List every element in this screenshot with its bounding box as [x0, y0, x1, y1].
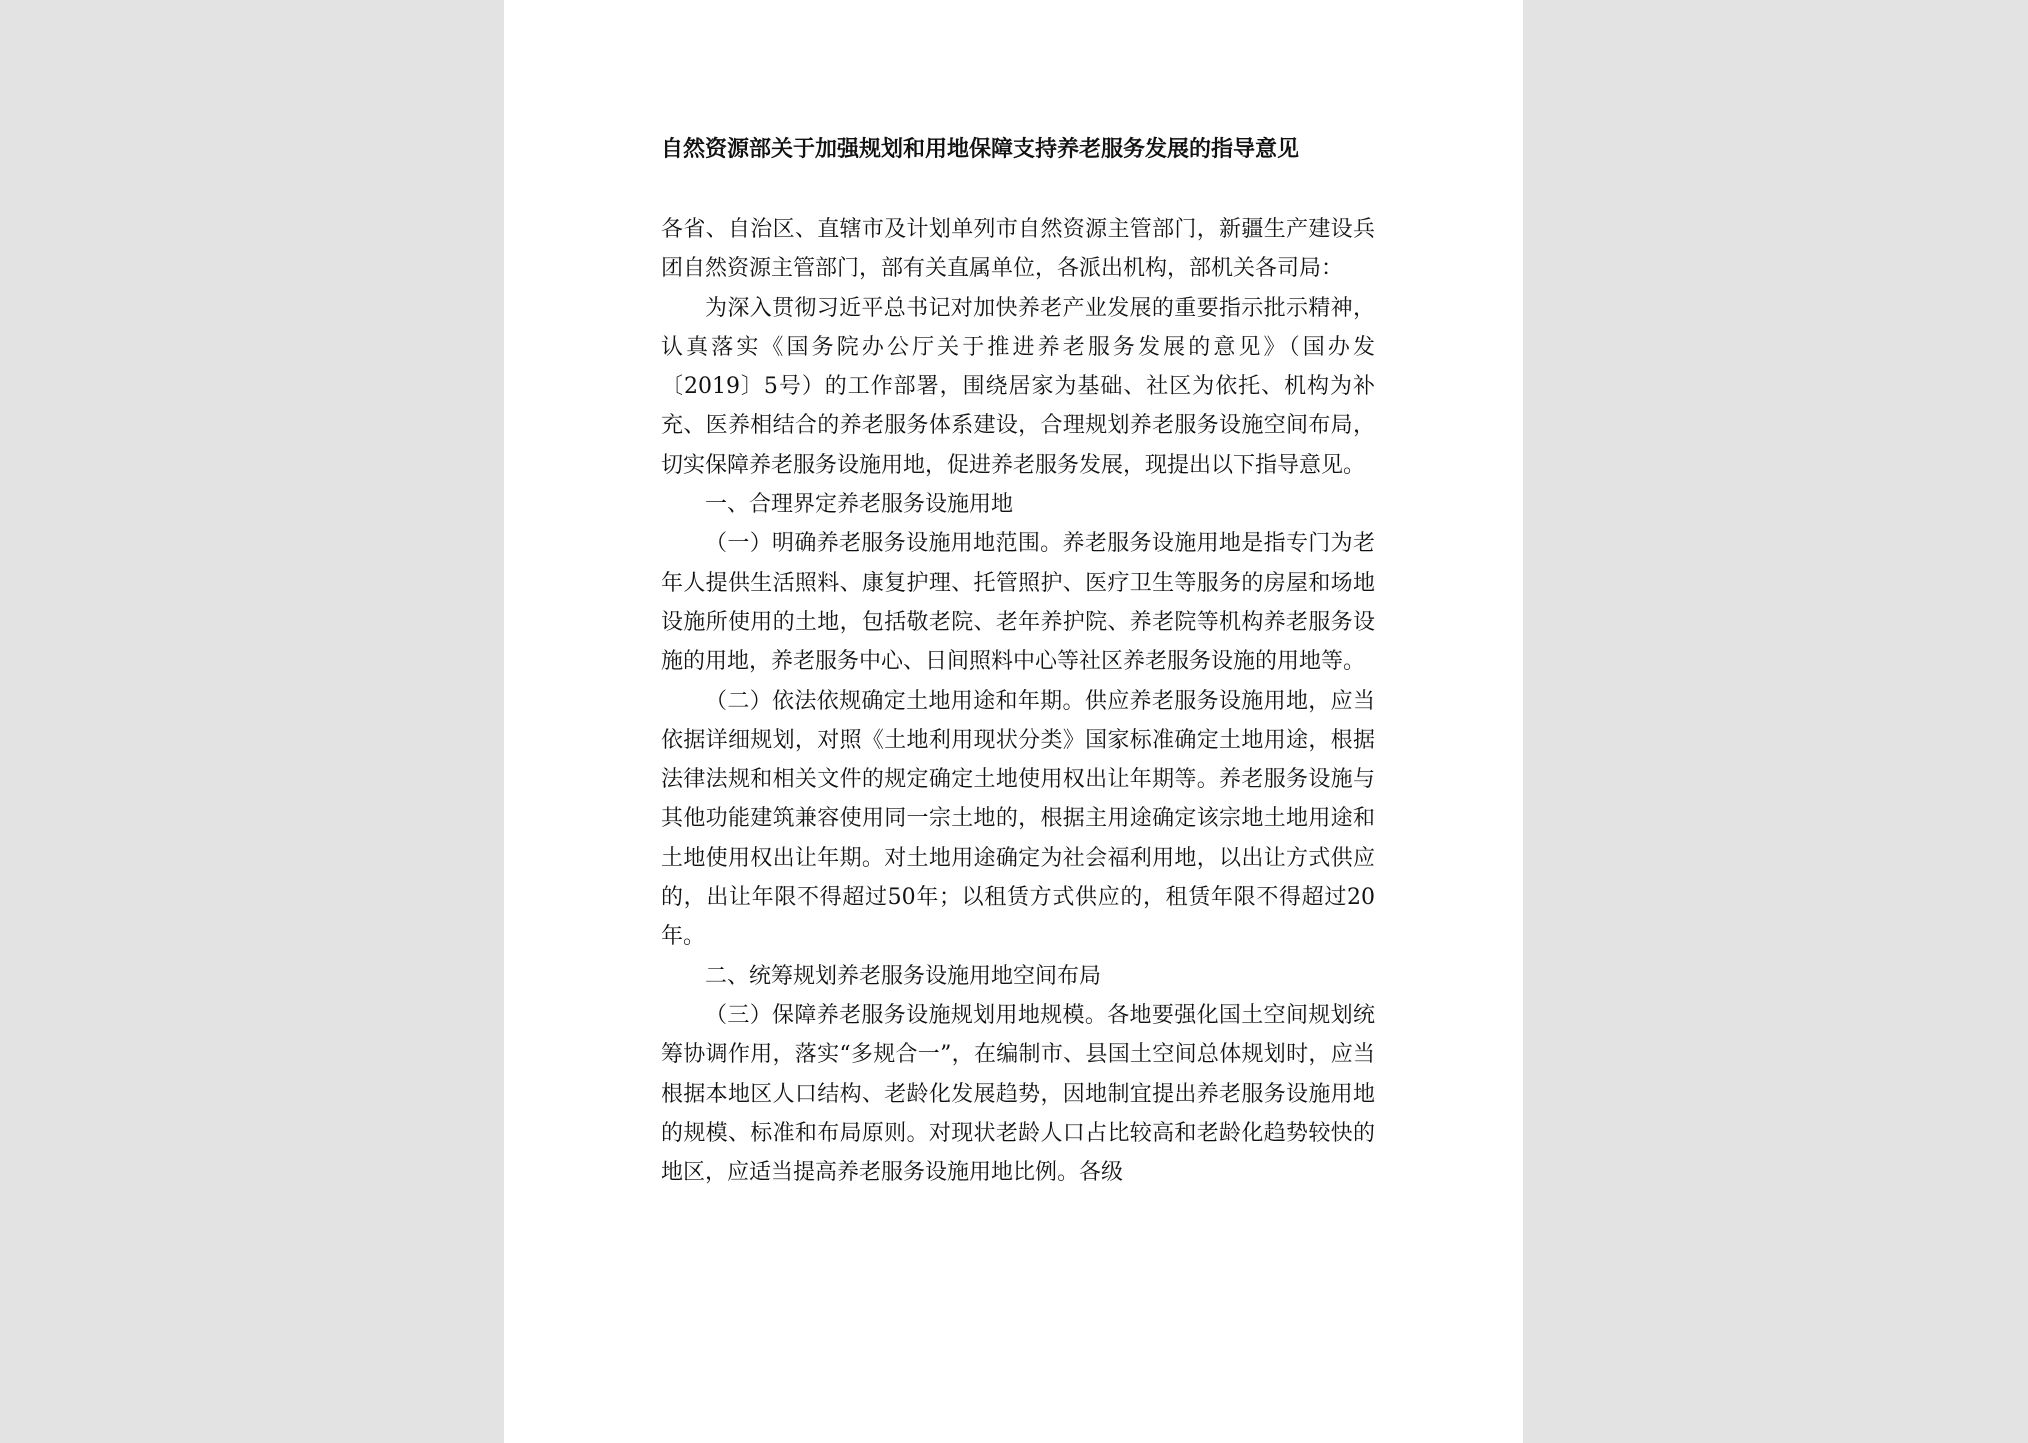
- document-title: 自然资源部关于加强规划和用地保障支持养老服务发展的指导意见: [661, 136, 1300, 162]
- body-paragraph: （一）明确养老服务设施用地范围。养老服务设施用地是指专门为老年人提供生活照料、康复护理、托管照护、医疗卫生等服务的房屋和场地设施所使用的土地，包括敬老院、老年养护院、养老院等机构养老服务设施的用地，养老服务中心、日间照料中心等社区养老服务设施的用地等。: [661, 531, 1375, 675]
- document-body: [661, 132, 1375, 1192]
- addressee-paragraph: 各省、自治区、直辖市及计划单列市自然资源主管部门，新疆生产建设兵团自然资源主管部门，部有关直属单位，各派出机构，部机关各司局：: [661, 217, 1375, 282]
- body-paragraph: （三）保障养老服务设施规划用地规模。各地要强化国土空间规划统筹协调作用，落实“多规合一”，在编制市、县国土空间总体规划时，应当根据本地区人口结构、老龄化发展趋势，因地制宜提出养老服务设施用地的规模、标准和布局原则。对现状老龄人口占比较高和老龄化趋势较快的地区，应适当提高养老服务设施用地比例。各级: [661, 1002, 1375, 1186]
- document-page: [504, 0, 1523, 1443]
- section-heading: 一、合理界定养老服务设施用地: [705, 492, 1014, 518]
- body-paragraph: 为深入贯彻习近平总书记对加快养老产业发展的重要指示批示精神，认真落实《国务院办公厅关于推进养老服务发展的意见》（国办发〔2019〕5号）的工作部署，围绕居家为基础、社区为依托、机构为补充、医养相结合的养老服务体系建设，合理规划养老服务设施空间布局，切实保障养老服务设施用地，促进养老服务发展，现提出以下指导意见。: [661, 295, 1375, 478]
- section-heading: 二、统筹规划养老服务设施用地空间布局: [705, 963, 1102, 989]
- body-paragraph: （二）依法依规确定土地用途和年期。供应养老服务设施用地，应当依据详细规划，对照《土地利用现状分类》国家标准确定土地用途，根据法律法规和相关文件的规定确定土地使用权出让年期等。养老服务设施与其他功能建筑兼容使用同一宗土地的，根据主用途确定该宗地土地用途和土地使用权出让年期。对土地用途确定为社会福利用地，以出让方式供应的，出让年限不得超过50年；以租赁方式供应的，租赁年限不得超过20年。: [661, 688, 1375, 950]
